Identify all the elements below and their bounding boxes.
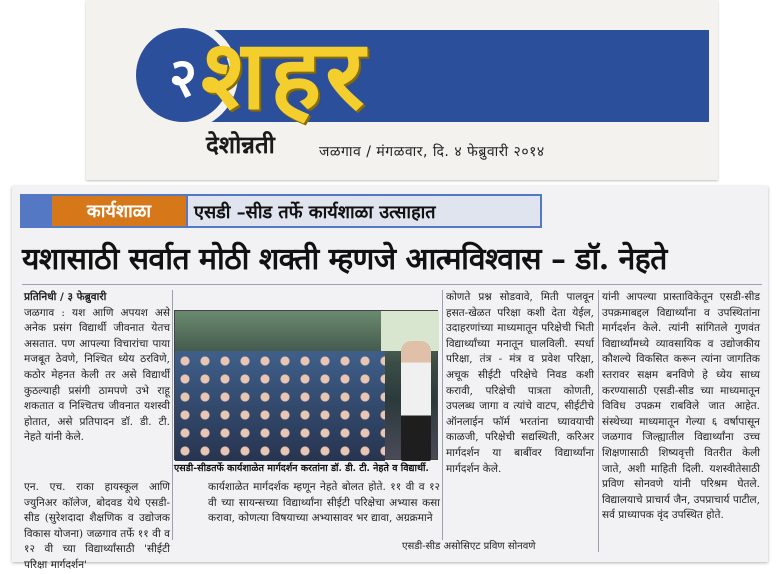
newspaper-brand: देशोन्नती	[206, 130, 275, 159]
masthead-title: शहर	[201, 18, 369, 131]
column-3-text: कोणते प्रश्न सोडवावे, मिती पालवून हसत-खेळत परिक्षा कशी देता येईल, उदाहरणांच्या माध्यमातून परिक्षेची भिती विद्यार्थ्यांच्या मनातून घालविली. स्पर्धा परिक्षा, तंत्र - मंत्र व प्रवेश परिक्षा, अचूक सीईटी परिक्षेचे निवड कशी करावी, परिक्षेची पात्रता कोणती, उपलब्ध जागा व त्यांचे वाटप, सीईटीचे ऑनलाईन फॉर्म भरतांना घ्यावयाची काळजी, परिक्षेची सद्यस्थिती, करिअर मार्गदर्शन या बाबींवर विद्यार्थ्यांना मार्गदर्शन केले.	[446, 291, 594, 475]
article-credit: एसडी-सीड असोसिएट प्रविण सोनवणे	[402, 541, 536, 552]
column-1-top	[24, 290, 170, 476]
column-divider-1	[172, 290, 173, 540]
article-clipping	[12, 186, 768, 571]
column-1-text: जळगाव : यश आणि अपयश असे अनेक प्रसंग विद्यार्थी जीवनात येतच असतात. पण आपल्या विचारांचा पाया मजबूत ठेवणे, निश्चित ध्येय ठरविणे, कठोर मेहनत केली तर असे विद्यार्थी कुठल्याही प्रसंगी ठामपणे उभे राहू शकतात व निश्चितच जीवनात यशस्वी होतात, असे प्रतिपादन डॉ. डी. टी. नेहते यांनी केले.	[24, 306, 170, 444]
column-4-text: यांनी आपल्या प्रास्ताविकेतून एसडी-सीड उपक्रमाबद्दल विद्यार्थ्यांना व उपस्थितांना मार्गदर्शन केले. त्यांनी सांगितले गुणवंत विद्यार्थ्यांमध्ये व्यावसायिक व उद्योजकीय कौशल्ये विकसित करून त्यांना जागतिक स्तरावर सक्षम बनविणे हे ध्येय साध्य करण्यासाठी एसडी-सीड च्या माध्यमातून विविध उपक्रम राबविले जात आहेत. संस्थेच्या माध्यमातून गेल्या ६ वर्षापासून जळगाव जिल्ह्यातील विद्यार्थ्यांना उच्च शिक्षणासाठी शिष्यवृत्ती वितरीत केली जाते, अशी माहिती दिली. यशस्वीतेसाठी प्रविण सोनवणे यांनी परिश्रम घेतले. विद्यालयाचे प्राचार्य जैन, उपप्राचार्य पाटील, सर्व प्राध्यापक वृंद उपस्थित होते.	[602, 291, 761, 522]
column-divider-3	[598, 290, 599, 552]
column-2-bottom	[208, 480, 440, 542]
column-1-bottom	[24, 480, 170, 571]
column-divider-2	[442, 290, 443, 540]
masthead-dateline: जळगाव / मंगळवार, दि. ४ फेब्रुवारी २०१४	[319, 144, 545, 160]
photo-caption: एसडी-सीडतर्फे कार्यशाळेत मार्गदर्शन करतांना डॉ. डी. टी. नेहते व विद्यार्थी.	[174, 463, 429, 474]
masthead-clipping	[86, 0, 718, 180]
column-4	[602, 290, 760, 552]
photo-audience	[175, 351, 385, 461]
article-kicker: एसडी –सीड तर्फे कार्यशाळा उत्साहात	[194, 202, 436, 223]
photo-speaker	[401, 341, 431, 461]
section-number: २	[168, 45, 198, 109]
column-2-text: कार्यशाळेत मार्गदर्शक म्हणून नेहते बोलत होते. ११ वी व १२ वी च्या सायन्सच्या विद्यार्थ्यांना सीईटी परिक्षेचा अभ्यास कसा करावा, कोणत्या विषयाच्या अभ्यासावर भर द्यावा, अग्रक्रमाने	[208, 481, 440, 525]
headline-rule	[22, 284, 762, 285]
category-badge: कार्यशाळा	[52, 196, 186, 226]
article-photo	[174, 310, 438, 460]
article-headline: यशासाठी सर्वात मोठी शक्ती म्हणजे आत्मविश्वास – डॉ. नेहते	[22, 242, 667, 277]
column-1-bottom-text: एन. एच. राका हायस्कूल आणि ज्युनिअर कॉलेज, बोदवड येथे एसडी- सीड (सुरेशदादा शैक्षणिक व उद्योजक विकास योजना) जळगाव तर्फे ११ वी व १२ वी च्या विद्यार्थ्यांसाठी 'सीईटी परिक्षा मार्गदर्शन'	[24, 481, 170, 571]
byline: प्रतिनिधी / ३ फेब्रुवारी	[24, 291, 107, 303]
column-3	[446, 290, 594, 540]
